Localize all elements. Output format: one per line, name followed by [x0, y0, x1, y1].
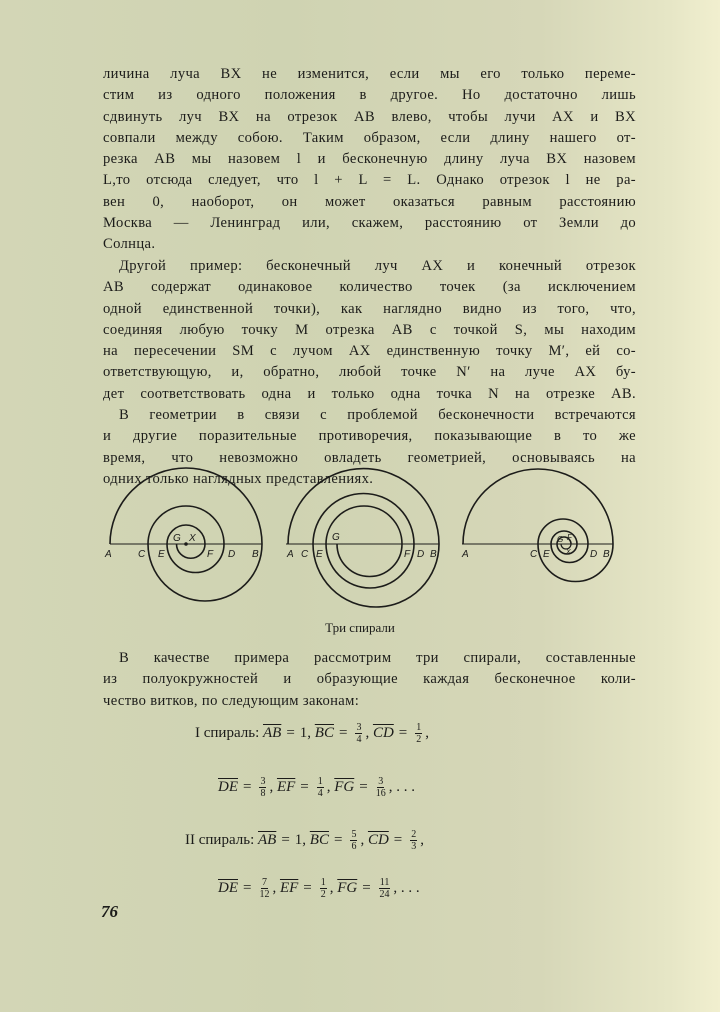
formula-spiral-2-row-1: II спираль: $\overline{AB}$ = 1 , $\overline{BC}$ = $\frac{5}{6}$ , $\overline{CD}$ = $\frac{2}{3}$ , [185, 829, 424, 852]
denominator: 4 [356, 734, 362, 745]
segment: $\overline{CD}$ [372, 725, 394, 741]
point-label: C [530, 549, 538, 560]
formula-spiral-2-row-2: $\overline{DE}$ = $\frac{7}{12}$ , $\overline{EF}$ = $\frac{1}{2}$ , $\overline{FG}$ = $\frac{11}{24}$ , . . . [218, 877, 420, 900]
point-label: A [287, 549, 294, 560]
numerator: 1 [320, 877, 326, 888]
value: 1 [294, 832, 303, 848]
numerator: 3 [378, 776, 384, 787]
formula-spiral-1-row-2: $\overline{DE}$ = $\frac{3}{8}$ , $\overline{EF}$ = $\frac{1}{4}$ , $\overline{FG}$ = $\frac{3}{16}$ , . . . [218, 776, 415, 799]
formula-spiral-1-row-1: I спираль: $\overline{AB}$ = 1 , $\overline{BC}$ = $\frac{3}{4}$ , $\overline{CD}$ = $\frac{1}{2}$ , [195, 722, 429, 745]
point-label: C [301, 549, 309, 560]
ellipsis: , . . . [388, 779, 415, 795]
text-line: Другой пример: бесконечный луч AX и конечный отрезок [119, 258, 636, 274]
segment: $\overline{DE}$ [218, 779, 238, 795]
spiral-2 [286, 469, 439, 607]
point-label: A [105, 549, 112, 560]
ellipsis: , . . . [393, 880, 420, 896]
text-line: совпали между собою. Таким образом, если длину нашего от- [103, 129, 636, 146]
three-spirals-figure [100, 462, 640, 622]
spiral-3 [462, 469, 613, 582]
text-line: ответствующую, и, обратно, любой точке N′ на луче AX бу- [103, 364, 636, 381]
point-label: X [189, 533, 196, 544]
text-line: В качестве примера рассмотрим три спирали, составленные [119, 650, 636, 666]
numerator: 5 [351, 829, 357, 840]
point-label: B [430, 549, 437, 560]
paragraph-continued [103, 64, 636, 256]
segment: $\overline{AB}$ [258, 832, 277, 848]
point-label: D [228, 549, 236, 560]
segment: $\overline{FG}$ [337, 880, 358, 896]
denominator: 2 [320, 889, 326, 900]
text-line: стим из одного положения в другое. Но достаточно лишь [103, 87, 636, 104]
spiral-1 [110, 468, 262, 601]
point-label: A [462, 549, 469, 560]
fraction [379, 877, 391, 900]
numerator: 11 [379, 877, 390, 888]
formula-label: I спираль: [195, 725, 260, 741]
text-line: сдвинуть луч BX на отрезок AB влево, чтобы лучи AX и BX [103, 108, 636, 125]
text-line: вен 0, наоборот, он может оказаться равным расстоянию [103, 193, 636, 210]
fraction [259, 877, 269, 900]
text-line: дет соответствовать одна и только одна точка N на отрезке AB. [103, 385, 636, 402]
point-label: F [567, 533, 572, 542]
point-label: F [207, 549, 214, 560]
point-label: E [543, 549, 550, 560]
text-line: и другие поразительные противоречия, показывающие в то же [103, 428, 636, 445]
denominator: 8 [260, 788, 266, 799]
denominator: 4 [317, 788, 323, 799]
text-line: Москва — Ленинград или, скажем, расстоянию от Земли до [103, 215, 636, 232]
text-line: одной единственной точки), как наглядно видно из того, что, [103, 300, 636, 317]
fraction [317, 776, 324, 799]
text-line: время, что невозможно овладеть геометрией, основываясь на [103, 449, 636, 466]
point-label: C [138, 549, 146, 560]
text-line: из полуокружностей и образующие каждая бесконечное коли- [103, 671, 636, 688]
point-label: G [557, 535, 564, 544]
text-line: AB содержат одинаковое количество точек (за исключением [103, 279, 636, 296]
fraction [415, 722, 422, 745]
segment: $\overline{EF}$ [276, 779, 296, 795]
segment: $\overline{FG}$ [334, 779, 355, 795]
paragraph-another-example [103, 256, 636, 405]
text-line: L,то отсюда следует, что l + L = L. Однако отрезок l не ра- [103, 172, 636, 189]
denominator: 6 [351, 841, 357, 852]
segment: $\overline{BC}$ [314, 725, 334, 741]
denominator: 12 [259, 889, 270, 900]
numerator: 1 [416, 722, 422, 733]
fraction [320, 877, 327, 900]
text-line: Солнца. [103, 236, 156, 253]
segment: $\overline{AB}$ [263, 725, 282, 741]
text-line: соединяя любую точку M отрезка AB с точкой S, мы находим [103, 321, 636, 338]
denominator: 16 [375, 788, 386, 799]
text-line: на пересечении SM с лучом AX единственную точку M′, ей со- [103, 343, 636, 360]
fraction [259, 776, 266, 799]
text-line: личина луча BX не изменится, если мы его только переме- [103, 66, 636, 82]
numerator: 3 [260, 776, 266, 787]
point-label: G [173, 533, 181, 544]
segment: $\overline{DE}$ [218, 880, 238, 896]
numerator: 2 [411, 829, 417, 840]
fraction [350, 829, 357, 852]
denominator: 3 [411, 841, 417, 852]
point-label: B [603, 549, 610, 560]
point-label: X [566, 549, 571, 556]
text-line: одних только наглядных представлениях. [103, 470, 374, 487]
numerator: 1 [317, 776, 323, 787]
point-label: D [417, 549, 425, 560]
denominator: 24 [379, 889, 390, 900]
point-label: E [316, 549, 323, 560]
text-line: В геометрии в связи с проблемой бесконечности встречаются [119, 407, 636, 423]
figure-caption: Три спирали [325, 620, 395, 635]
formula-label: II спираль: [185, 832, 255, 848]
numerator: 3 [356, 722, 362, 733]
paragraph-spirals-intro [103, 648, 636, 712]
segment: $\overline{BC}$ [309, 832, 329, 848]
segment: $\overline{EF}$ [279, 880, 299, 896]
text-line: чество витков, по следующим законам: [103, 692, 360, 709]
fraction [355, 722, 362, 745]
point-label: G [332, 532, 340, 543]
value: 1 [299, 725, 308, 741]
numerator: 7 [261, 877, 267, 888]
segment: $\overline{CD}$ [367, 832, 389, 848]
point-label: B [252, 549, 259, 560]
point-label: F [404, 549, 411, 560]
spiral-1-labels [104, 533, 259, 560]
fraction [410, 829, 417, 852]
denominator: 2 [416, 734, 422, 745]
page-number: 76 [101, 902, 118, 921]
fraction [376, 776, 386, 799]
text-line: резка AB мы назовем l и бесконечную длину луча BX назовем [103, 151, 636, 168]
point-label: D [590, 549, 598, 560]
point-label: E [158, 549, 165, 560]
